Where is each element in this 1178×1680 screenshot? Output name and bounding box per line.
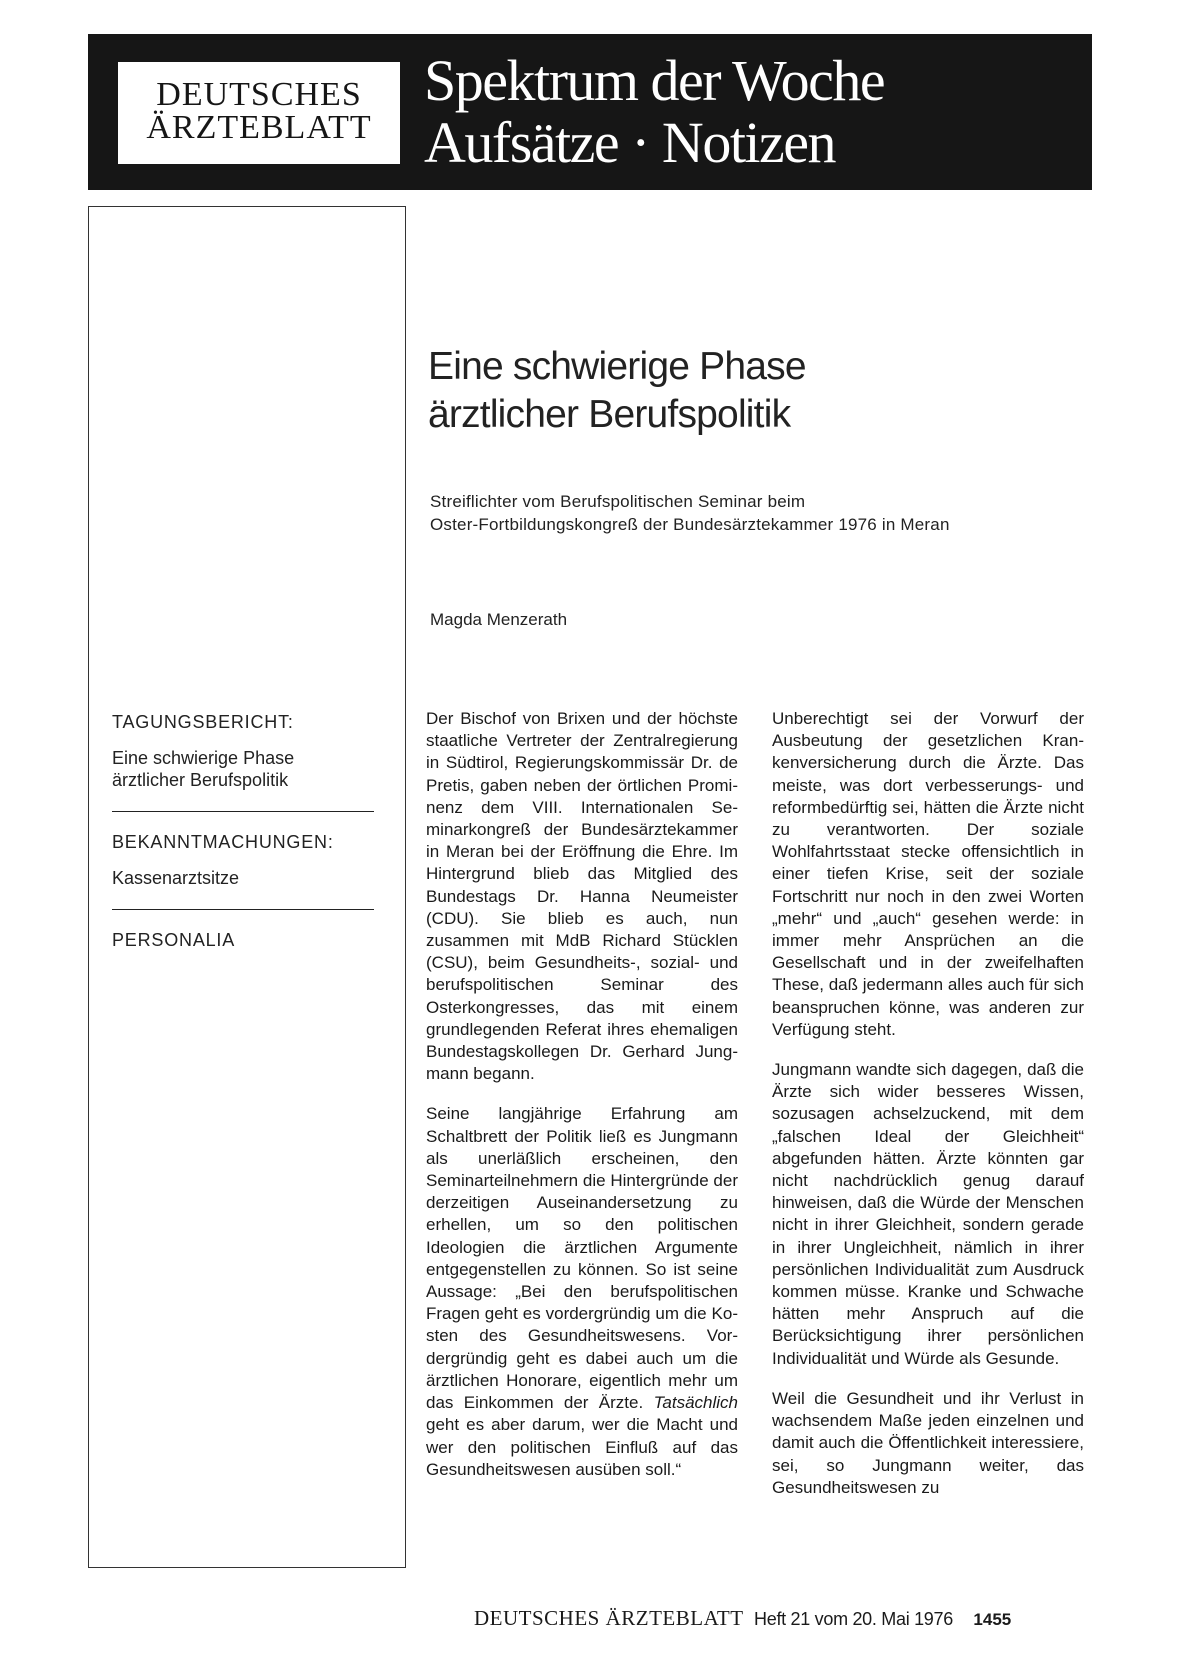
article-title (428, 343, 806, 439)
section-title-line-2: Aufsätze · Notizen (424, 110, 836, 175)
article-author: Magda Menzerath (430, 610, 568, 629)
article-title-line-2: ärztlicher Berufspolitik (428, 393, 791, 436)
toc-heading-personalia[interactable]: PERSONALIA (112, 930, 236, 950)
toc-item-line-1: Eine schwierige Phase (112, 748, 295, 768)
page-number: 1455 (973, 1610, 1012, 1629)
journal-logo (118, 62, 400, 164)
toc-divider (112, 811, 374, 812)
page-footer (474, 1606, 1011, 1631)
body-column-2 (772, 708, 1084, 1517)
logo-line-1: DEUTSCHES (156, 76, 362, 113)
paragraph: Jungmann wandte sich dagegen, daß die Ärzte sich wider besseres Wissen, sozusagen achselzuckend, mit dem „falschen Ideal der Gleichheit“ abgefunden hätten. Ärzte könnten gar nicht nachdrücklich genug darauf hinweisen, daß die Würde der Menschen nicht in ihrer Gleichheit, sondern gerade in ihrer Ungleichheit, nämlich in ihrer persönlichen Individualität zum Ausdruck kommen müsse. Kranke und Schwache hätten mehr Anspruch auf die Berücksichtigung ihrer persönlichen Individualität und Würde als Gesunde. (772, 1060, 1084, 1368)
body-column-1 (426, 708, 738, 1499)
subtitle-line-2: Oster-Fortbildungskongreß der Bundesärztekammer 1976 in Meran (430, 515, 950, 534)
section-title (424, 50, 884, 174)
footer-journal-name: DEUTSCHES ÄRZTEBLATT (474, 1606, 744, 1630)
paragraph-text: geht es aber darum, wer die Macht und wer den politischen Einfluß auf das Gesundheitswesen ausüben soll.“ (426, 1415, 738, 1479)
paragraph: Der Bischof von Brixen und der höchste staatliche Vertreter der Zentralregierung in Südtirol, Regierungskommissär Dr. de Pretis, gaben neben der örtlichen Prominenz dem VIII. Internationalen Seminarkongreß der Bundesärztekammer in Meran bei der Eröffnung die Ehre. Im Hintergrund blieb das Mitglied des Bundestags Dr. Hanna Neumeister (CDU). Sie blieb es auch, nun zusammen mit MdB Richard Stücklen (CSU), beim Gesundheits-, sozial- und berufspolitischen Seminar des Osterkongresses, das mit einem grundlegenden Referat ihres ehemaligen Bundestagskollegen Dr. Gerhard Jungmann begann. (426, 709, 738, 1084)
section-title-line-1: Spektrum der Woche (424, 48, 885, 113)
footer-issue: Heft 21 vom 20. Mai 1976 (754, 1609, 953, 1629)
paragraph (426, 1103, 738, 1480)
toc-divider (112, 909, 374, 910)
toc-item-article[interactable] (112, 747, 382, 791)
subtitle-line-1: Streiflichter vom Berufspolitischen Seminar beim (430, 492, 806, 511)
paragraph-text: Seine langjährige Erfahrung am Schaltbrett der Politik ließ es Jungmann als unerläßlich erscheinen, den Seminarteilnehmern die Hintergründe der derzeitigen Auseinandersetzung zu erhellen, um so den politischen Ideologien die ärztlichen Argumente entgegenstellen zu können. So ist seine Aussage: „Bei den berufspolitischen Fragen geht es vordergründig um die Kosten des Gesundheitswesens. Vordergründig geht es dabei auch um die ärztlichen Honorare, eigentlich mehr um das Einkommen der Ärzte. (426, 1104, 738, 1413)
toc-item-line-2: ärztlicher Berufspolitik (112, 770, 289, 790)
toc-heading-bekanntmachungen: BEKANNTMACHUNGEN: (112, 832, 334, 852)
table-of-contents (112, 710, 382, 952)
toc-heading-tagungsbericht: TAGUNGSBERICHT: (112, 712, 294, 732)
emphasis-text: Tatsächlich (653, 1393, 738, 1413)
toc-item-kassenarztsitze[interactable]: Kassenarztsitze (112, 868, 240, 888)
article-subtitle (430, 490, 950, 536)
masthead-bar (88, 34, 1092, 190)
article-title-line-1: Eine schwierige Phase (428, 345, 806, 388)
paragraph: Unberechtigt sei der Vorwurf der Ausbeutung der gesetzlichen Krankenversicherung durch die Ärzte. Das meiste, was dort verbesserungs- und reformbedürftig sei, hätten die Ärzte nicht zu verantworten. Der soziale Wohlfahrtsstaat stecke offensichtlich in einer tiefen Krise, seit der soziale Fortschritt nur noch in den zwei Worten „mehr“ und „auch“ gesehen werde: in immer mehr Ansprüchen an die Gesellschaft und in der zweifelhaften These, daß jedermann alles auch für sich beanspruchen könne, was anderen zur Verfügung steht. (772, 709, 1084, 1039)
paragraph: Weil die Gesundheit und ihr Verlust in wachsendem Maße jeden einzelnen und damit auch die Öffentlichkeit interessiere, sei, so Jungmann weiter, das Gesundheitswesen zu (772, 1388, 1084, 1497)
logo-line-2: ÄRZTEBLATT (146, 109, 372, 146)
